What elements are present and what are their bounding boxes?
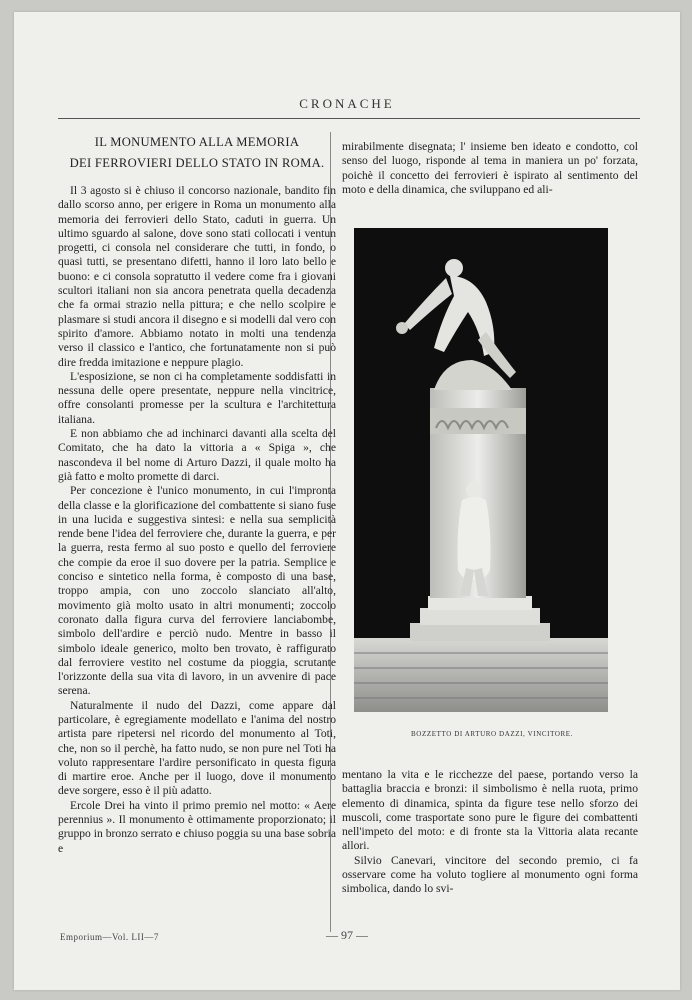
running-header: CRONACHE [299, 96, 395, 111]
left-column [58, 132, 336, 856]
paragraph: L'esposizione, se non ci ha completamente soddisfatti in nessuna delle opere presentate, neppure nella vincitrice, offre consolanti promesse per la scultura e l'architettura italiana. [58, 369, 336, 426]
paragraph: mentano la vita e le ricchezze del paese, portando verso la battaglia braccia e bronzi: il simbolismo è nella ruota, primo elemento di dinamica, spinta da figure tese nello sforzo dei muscoli, come trasportate sono pure le figure dei combattenti nell'impeto del moto: e di fronte sta la Vittoria alata recante allori. [342, 768, 638, 853]
article-title-line-2: DEI FERROVIERI DELLO STATO IN ROMA. [69, 156, 325, 170]
right-column-top [342, 140, 638, 197]
monument-illustration [354, 228, 608, 712]
article-title-line-1: IL MONUMENTO ALLA MEMORIA [94, 135, 300, 149]
article-title [58, 132, 336, 174]
paragraph: E non abbiamo che ad inchinarci davanti alla scelta del Comitato, che ha dato la vittoria a « Spiga », che nascondeva il bel nome di Arturo Dazzi, il quale molto ha già fatto e molto promette di darci. [58, 427, 336, 483]
paragraph: mirabilmente disegnata; l' insieme ben ideato e condotto, col senso del luogo, risponde al tema in maniera un po' forzata, poichè il concetto dei ferrovieri è ispirato al sentimento del moto e della dinamica, che sviluppano ed ali- [342, 140, 638, 196]
journal-footer: Emporium—Vol. LII—7 [60, 932, 159, 942]
monument-photograph [354, 228, 608, 712]
right-column-bottom [342, 768, 638, 897]
paragraph: Il 3 agosto si è chiuso il concorso nazionale, bandito fin dallo scorso anno, per erigere in Roma un monumento alla memoria dei ferrovieri dello Stato, caduti in guerra. Un ultimo sguardo al salone, dove sono stati collocati i ventun progetti, ci consola nel considerare che tutti, in fondo, o quasi tutti, se presentano difetti, hanno il loro lato bello e buono: e ci consola sopratutto il vedere come fra i giovani scultori italiani non sia ancora penetrata quella decadenza che fa ormai strazio nella pittura; e che nello scolpire e plasmare si studi ancora il disegno e si modelli dal vero con spirito d'amore. Abbiamo notato in molti una tendenza verso il classico e l'antico, che fortunatamente non si può dire fredda imitazione e neppure plagio. [58, 184, 336, 369]
paragraph: Per concezione è l'unico monumento, in cui l'impronta della classe e la glorificazione del combattente si siano fuse in una lucida e suggestiva sintesi: e nella sua semplicità rende bene l'idea del ferroviere che, durante la guerra, e per la guerra, resta fermo al suo posto e quello del ferroviere che compie da eroe il suo dovere per la patria. Semplice e conciso e sintetico nella forma, è composto di una base, troppo ampia, con uno zoccolo slanciato all'alto, movimento già molto usato in altri monumenti; zoccolo coronato dalla figura curva del ferroviere lanciabombe, simbolo dell'ardire e perciò nudo. Mentre in basso il simbolo ideale generico, molto ben trovato, è raffigurato dal ferroviere vestito nel costume da pioggia, scrutante l'orizzonte della sua vita di lavoro, in un avvenire di pace serena. [58, 484, 336, 698]
paragraph: Ercole Drei ha vinto il primo premio nel motto: « Aere perennius ». Il monumento è ottimamente proporzionato; il gruppo in bronzo serrato e chiuso poggia su una base sobria e [58, 798, 336, 855]
figure-caption: BOZZETTO DI ARTURO DAZZI, VINCITORE. [411, 730, 573, 738]
paragraph: Silvio Canevari, vincitore del secondo premio, ci fa osservare come ha voluto togliere al monumento ogni forma simbolica, dando lo svi- [342, 853, 638, 896]
page-number: — 97 — [326, 928, 368, 942]
paragraph: Naturalmente il nudo del Dazzi, come appare dal particolare, è egregiamente modellato e l'anima del nostro artista pare ripetersi nel ricordo del monumento al Toti, che, non so il perchè, ha fatto nudo, se non pure nel Toti ha voluto rappresentare l'ardire personificato in questa figura di martire eroe. Anche per il luogo, dove il monumento deve sorgere, esso è il più adatto. [58, 698, 336, 798]
page [14, 12, 680, 990]
header-rule [58, 118, 640, 119]
